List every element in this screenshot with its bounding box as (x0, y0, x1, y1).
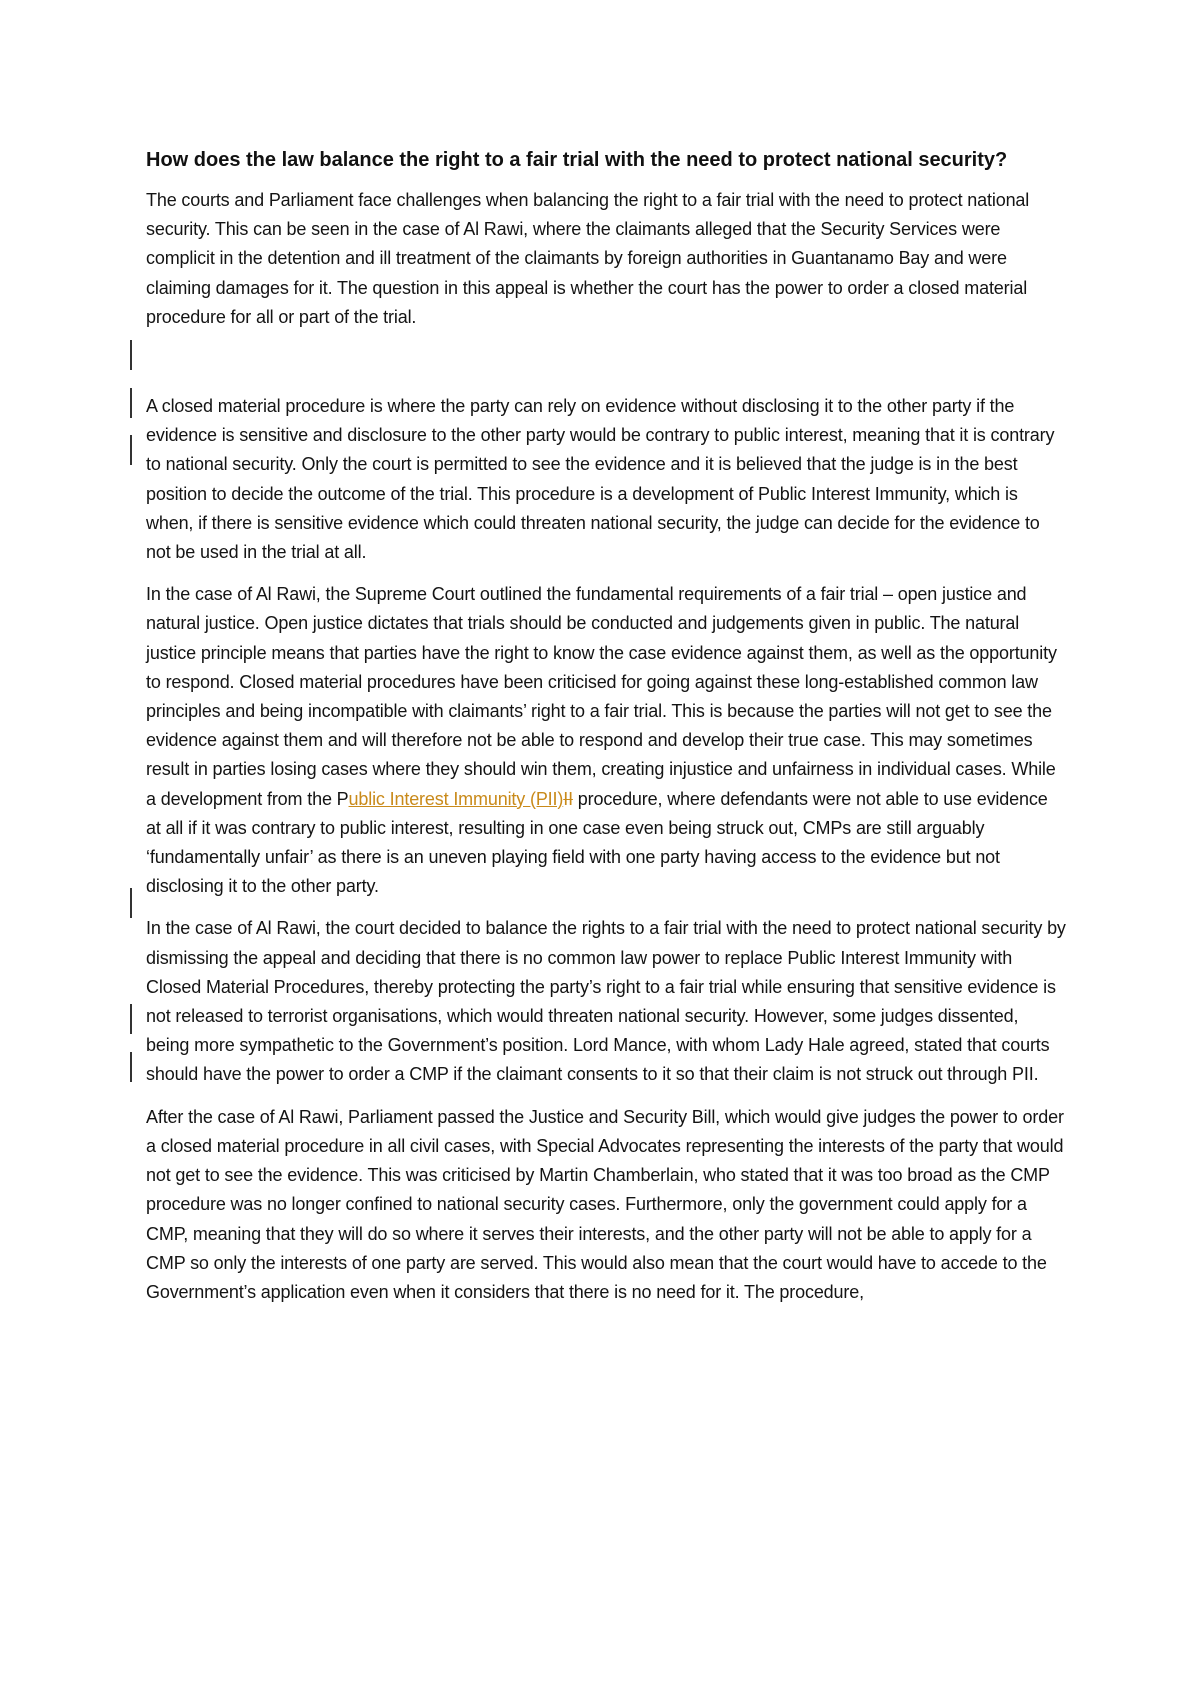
change-bar (130, 435, 132, 465)
change-bar (130, 388, 132, 418)
empty-paragraph (146, 345, 1066, 392)
paragraph-2: A closed material procedure is where the party can rely on evidence without disclosing it to the other party if the evidence is sensitive and disclosure to the other party would be contrary to public interest, meaning that it is contrary to national security. Only the court is permitted to see the evidence and it is believed that the judge is in the best position to decide the outcome of the trial. This procedure is a development of Public Interest Immunity, which is when, if there is sensitive evidence which could threaten national security, the judge can decide for the evidence to not be used in the trial at all. (146, 396, 1055, 563)
paragraph-1: The courts and Parliament face challenges when balancing the right to a fair trial with the need to protect national security. This can be seen in the case of Al Rawi, where the claimants alleged that the Security Services were complicit in the detention and ill treatment of the claimants by foreign authorities in Guantanamo Bay and were claiming damages for it. The question in this appeal is whether the court has the power to order a closed material procedure for all or part of the trial. (146, 190, 1030, 327)
tracked-insertion: ublic Interest Immunity (PII) (348, 788, 564, 809)
change-bar (130, 340, 132, 370)
change-bar (130, 1052, 132, 1082)
document-title: How does the law balance the right to a fair trial with the need to protect national security? (146, 149, 1008, 171)
change-bar (130, 1004, 132, 1034)
document-body (146, 146, 1066, 1320)
paragraph-3-text-before: In the case of Al Rawi, the Supreme Court outlined the fundamental requirements of a fair trial – open justice and natural justice. Open justice dictates that trials should be conducted and judgements given in public. The natural justice principle means that parties have the right to know the case evidence against them, as well as the opportunity to respond. Closed material procedures have been criticised for going against these long-established common law principles and being incompatible with claimants’ right to a fair trial. This is because the parties will not get to see the evidence against them and will therefore not be able to respond and develop their true case. This may sometimes result in parties losing cases where they should win them, creating injustice and unfairness in individual cases. While a development from the P (146, 584, 1057, 809)
tracked-deletion: II (563, 788, 573, 809)
paragraph-4: In the case of Al Rawi, the court decided to balance the rights to a fair trial with the need to protect national security by dismissing the appeal and deciding that there is no common law power to replace Public Interest Immunity with Closed Material Procedures, thereby protecting the party’s right to a fair trial while ensuring that sensitive evidence is not released to terrorist organisations, which would threaten national security. However, some judges dissented, being more sympathetic to the Government’s position. Lord Mance, with whom Lady Hale agreed, stated that courts should have the power to order a CMP if the claimant consents to it so that their claim is not struck out through PII. (146, 918, 1066, 1085)
paragraph-3 (146, 580, 1066, 901)
paragraph-3-text-after: procedure, where defendants were not able to use evidence at all if it was contrary to public interest, resulting in one case even being struck out, CMPs are still arguably ‘fundamentally unfair’ as there is an uneven playing field with one party having access to the evidence but not disclosing it to the other party. (146, 788, 1048, 897)
change-bar (130, 888, 132, 918)
paragraph-5: After the case of Al Rawi, Parliament passed the Justice and Security Bill, which would give judges the power to order a closed material procedure in all civil cases, with Special Advocates representing the interests of the party that would not get to see the evidence. This was criticised by Martin Chamberlain, who stated that it was too broad as the CMP procedure was no longer confined to national security cases. Furthermore, only the government could apply for a CMP, meaning that they will do so where it serves their interests, and the other party will not be able to apply for a CMP so only the interests of one party are served. This would also mean that the court would have to accede to the Government’s application even when it considers that there is no need for it. The procedure, (146, 1106, 1064, 1302)
